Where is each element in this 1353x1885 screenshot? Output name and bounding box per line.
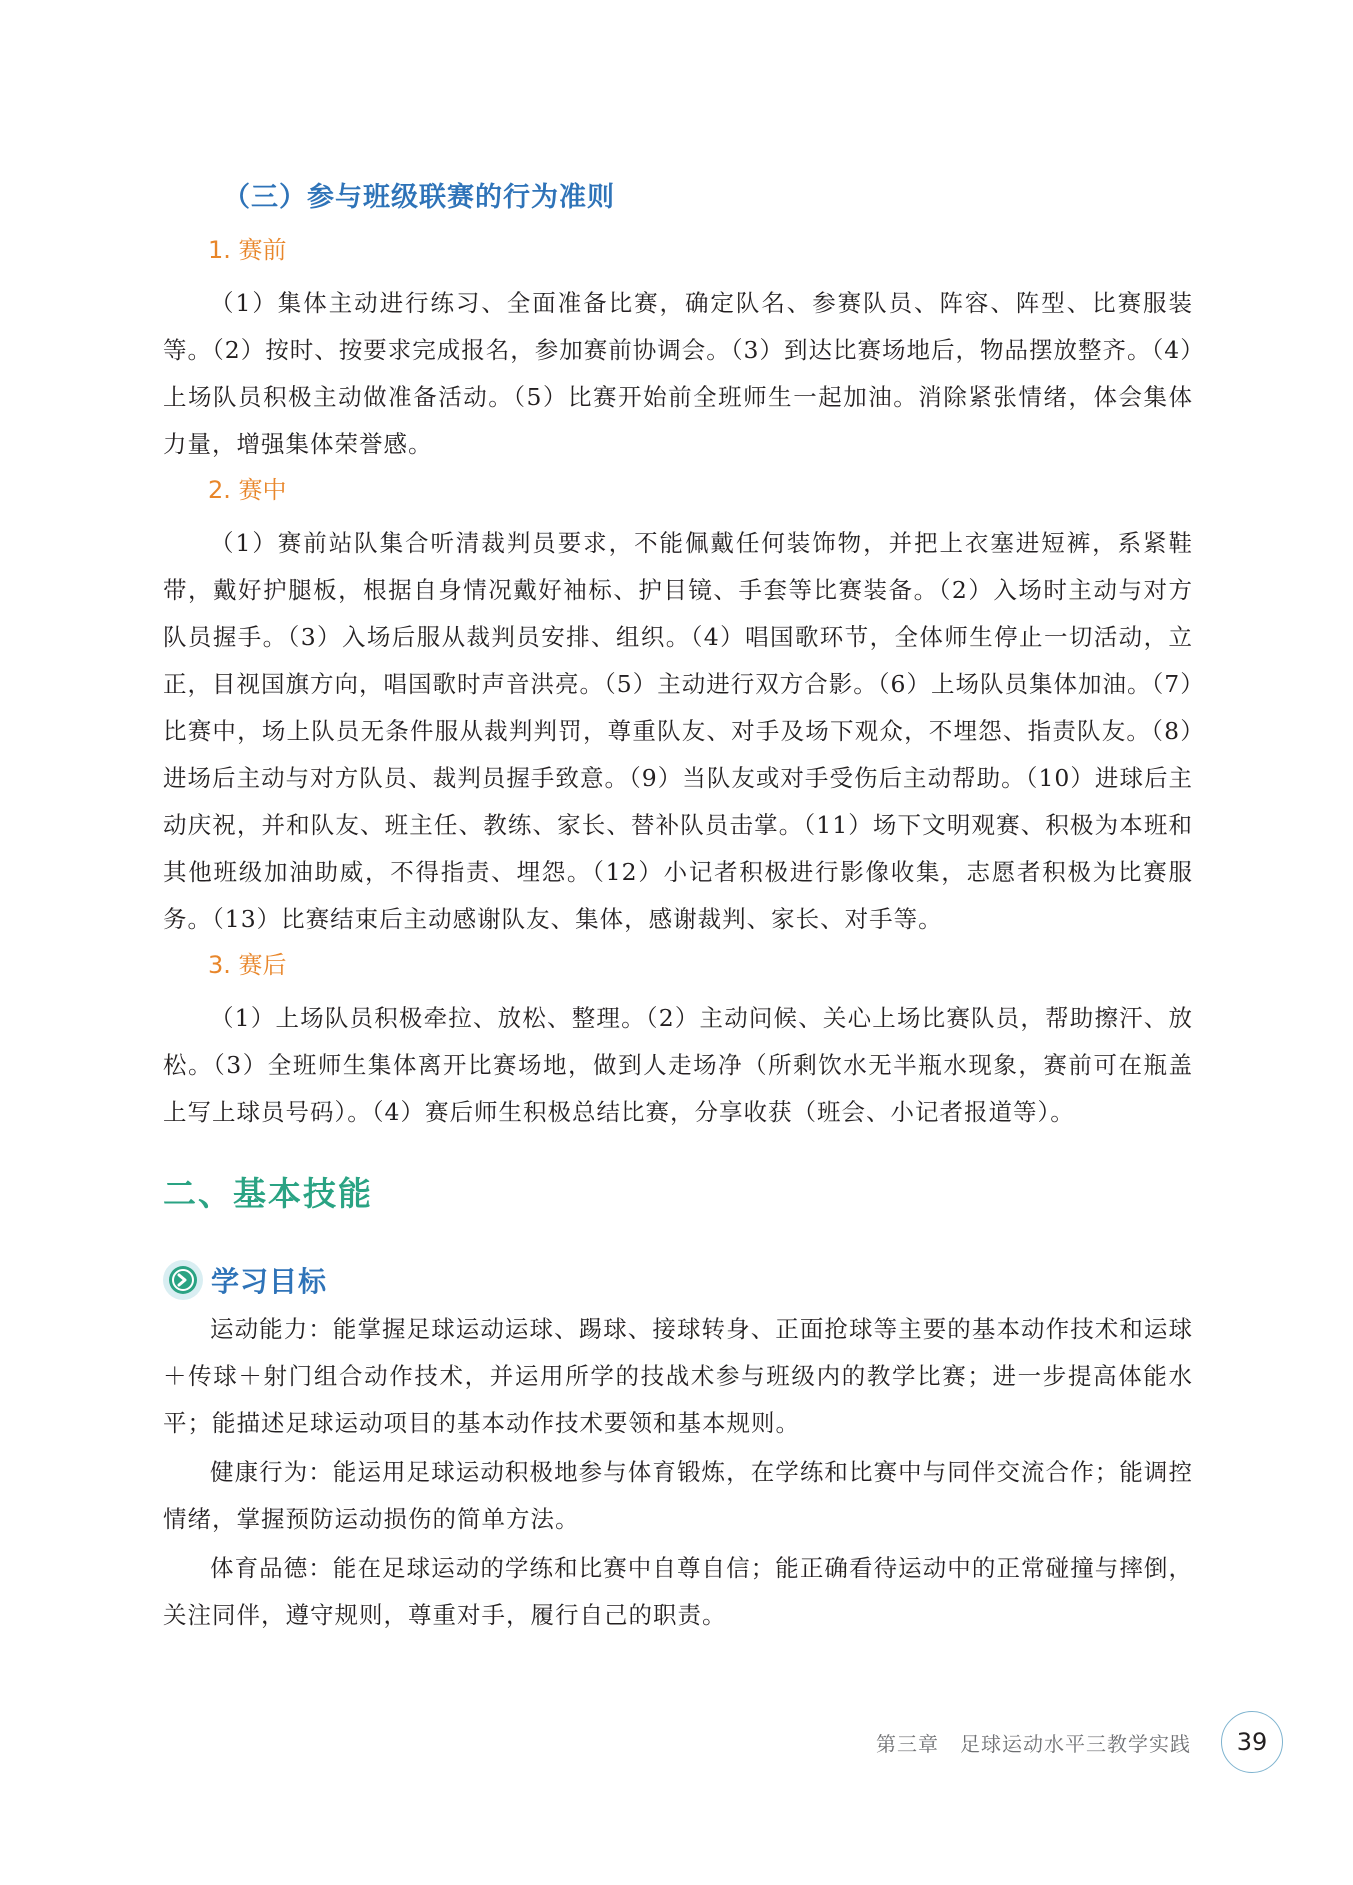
arrow-circle-icon [163,1260,203,1300]
goal-motor-ability: 运动能力：能掌握足球运动运球、踢球、接球转身、正面抢球等主要的基本动作技术和运球＋传球＋射门组合动作技术，并运用所学的技战术参与班级内的教学比赛；进一步提高体能水平；能描述足球运动项目的基本动作技术要领和基本规则。 [163,1315,1193,1437]
page-number: 39 [1221,1711,1283,1773]
learning-goals-heading [163,1258,1193,1302]
page-footer [876,1711,1283,1773]
after-match-heading: 3. 赛后 [208,951,287,979]
goal-health-behavior: 健康行为：能运用足球运动积极地参与体育锻炼，在学练和比赛中与同伴交流合作；能调控情绪，掌握预防运动损伤的简单方法。 [163,1458,1193,1533]
rules-section-heading: （三）参与班级联赛的行为准则 [223,182,615,213]
after-match-text: （1）上场队员积极牵拉、放松、整理。（2）主动问候、关心上场比赛队员，帮助擦汗、放松。（3）全班师生集体离开比赛场地，做到人走场净（所剩饮水无半瓶水现象，赛前可在瓶盖上写上球员号码）。（4）赛后师生积极总结比赛，分享收获（班会、小记者报道等）。 [163,1004,1193,1126]
learning-goals-title: 学习目标 [211,1265,328,1298]
before-match-heading: 1. 赛前 [208,236,287,264]
during-match-heading: 2. 赛中 [208,476,287,504]
before-match-text: （1）集体主动进行练习、全面准备比赛，确定队名、参赛队员、阵容、阵型、比赛服装等。（2）按时、按要求完成报名，参加赛前协调会。（3）到达比赛场地后，物品摆放整齐。（4）上场队员积极主动做准备活动。（5）比赛开始前全班师生一起加油。消除紧张情绪，体会集体力量，增强集体荣誉感。 [163,289,1193,458]
goal-sports-ethics: 体育品德：能在足球运动的学练和比赛中自尊自信；能正确看待运动中的正常碰撞与摔倒，关注同伴，遵守规则，尊重对手，履行自己的职责。 [163,1554,1193,1629]
basic-skills-heading: 二、基本技能 [163,1174,373,1213]
chapter-title: 第三章 足球运动水平三教学实践 [876,1731,1191,1756]
page-content [163,178,1193,1641]
during-match-text: （1）赛前站队集合听清裁判员要求，不能佩戴任何装饰物，并把上衣塞进短裤，系紧鞋带，戴好护腿板，根据自身情况戴好袖标、护目镜、手套等比赛装备。（2）入场时主动与对方队员握手。（3）入场后服从裁判员安排、组织。（4）唱国歌环节，全体师生停止一切活动，立正，目视国旗方向，唱国歌时声音洪亮。（5）主动进行双方合影。（6）上场队员集体加油。（7）比赛中，场上队员无条件服从裁判判罚，尊重队友、对手及场下观众，不埋怨、指责队友。（8）进场后主动与对方队员、裁判员握手致意。（9）当队友或对手受伤后主动帮助。（10）进球后主动庆祝，并和队友、班主任、教练、家长、替补队员击掌。（11）场下文明观赛、积极为本班和其他班级加油助威，不得指责、埋怨。（12）小记者积极进行影像收集，志愿者积极为比赛服务。（13）比赛结束后主动感谢队友、集体，感谢裁判、家长、对手等。 [163,529,1193,933]
